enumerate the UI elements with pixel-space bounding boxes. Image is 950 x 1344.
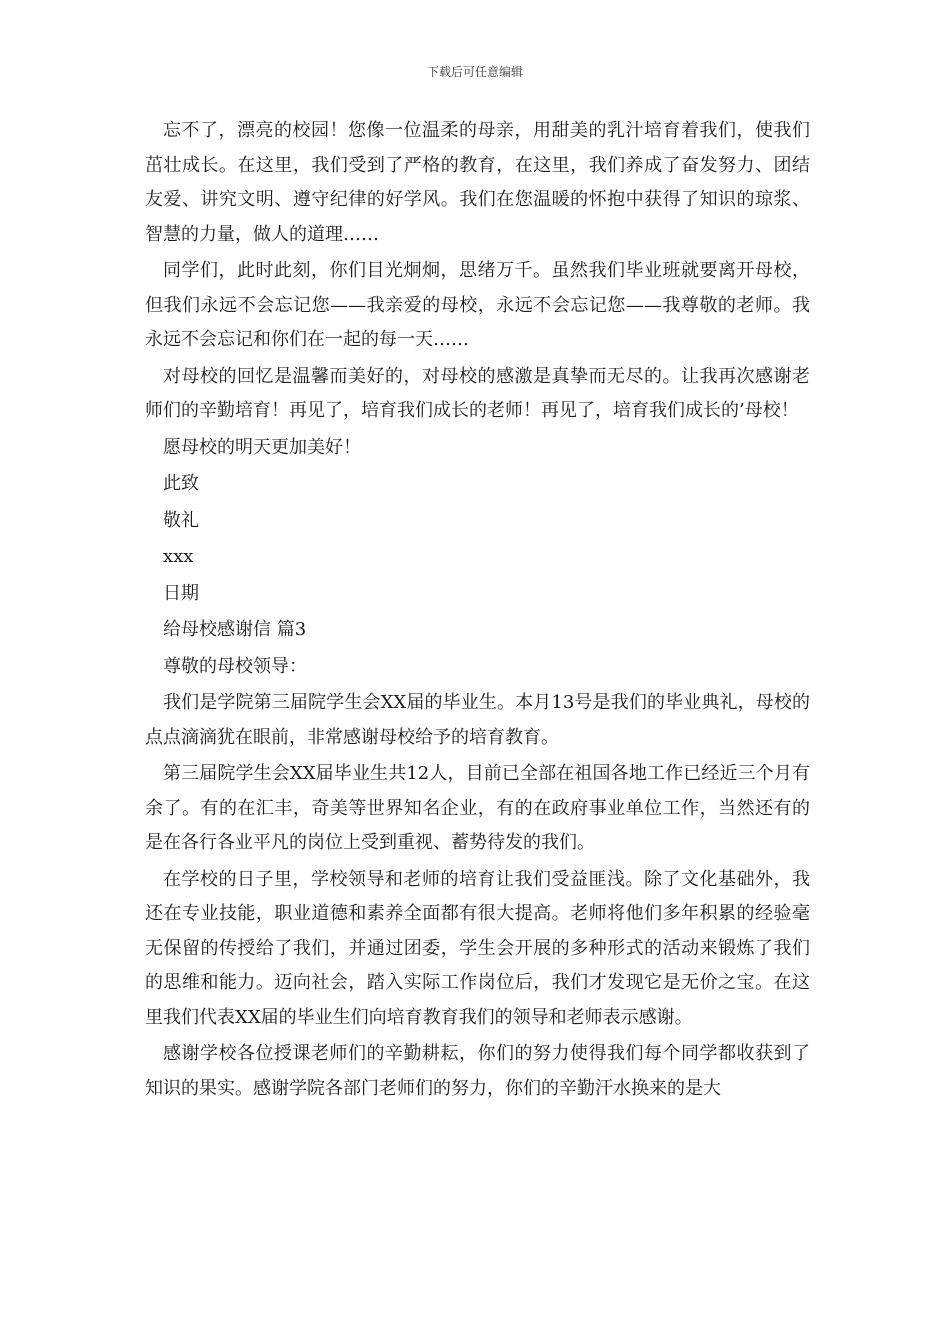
paragraph: 我们是学院第三届院学生会XX届的毕业生。本月13号是我们的毕业典礼，母校的点点滴滴犹在眼前，非常感谢母校给予的培育教育。 — [145, 692, 810, 748]
paragraph: 愿母校的明天更加美好！ — [163, 436, 361, 458]
salutation-line: 敬礼 — [163, 509, 199, 531]
paragraph: 第三届院学生会XX届毕业生共12人，目前已全部在祖国各地工作已经近三个月有余了。有的在汇丰，奇美等世界知名企业，有的在政府事业单位工作，当然还有的是在各行各业平凡的岗位上受到重视、蓄势待发的我们。 — [145, 763, 810, 853]
signature-date: 日期 — [163, 582, 199, 604]
document-body — [145, 114, 810, 1108]
paragraph: 忘不了，漂亮的校园！您像一位温柔的母亲，用甜美的乳汁培育着我们，使我们茁壮成长。在这里，我们受到了严格的教育，在这里，我们养成了奋发努力、团结友爱、讲究文明、遵守纪律的好学风。我们在您温暖的怀抱中获得了知识的琼浆、智慧的力量，做人的道理…… — [145, 120, 810, 245]
paragraph: 同学们，此时此刻，你们目光炯炯，思绪万千。虽然我们毕业班就要离开母校，但我们永远不会忘记您——我亲爱的母校，永远不会忘记您——我尊敬的老师。我永远不会忘记和你们在一起的每一天…… — [145, 260, 810, 350]
paragraph: 在学校的日子里，学校领导和老师的培育让我们受益匪浅。除了文化基础外，我还在专业技能，职业道德和素养全面都有很大提高。老师将他们多年积累的经验毫无保留的传授给了我们，并通过团委，学生会开展的多种形式的活动来锻炼了我们的思维和能力。迈向社会，踏入实际工作岗位后，我们才发现它是无价之宝。在这里我们代表XX届的毕业生们向培育教育我们的领导和老师表示感谢。 — [145, 868, 810, 1028]
paragraph: 对母校的回忆是温馨而美好的，对母校的感激是真挚而无尽的。让我再次感谢老师们的辛勤培育！再见了，培育我们成长的老师！再见了，培育我们成长的’母校！ — [145, 365, 810, 421]
page-header-note: 下载后可任意编辑 — [426, 65, 523, 79]
signature-name: xxx — [163, 546, 194, 567]
salutation-line: 此致 — [163, 473, 199, 494]
paragraph: 感谢学校各位授课老师们的辛勤耕耘，你们的努力使得我们每个同学都收获到了知识的果实。感谢学院各部门老师们的努力，你们的辛勤汗水换来的是大 — [145, 1043, 810, 1099]
section-title: 给母校感谢信 篇3 — [163, 619, 307, 640]
letter-greeting: 尊敬的母校领导： — [163, 655, 307, 677]
